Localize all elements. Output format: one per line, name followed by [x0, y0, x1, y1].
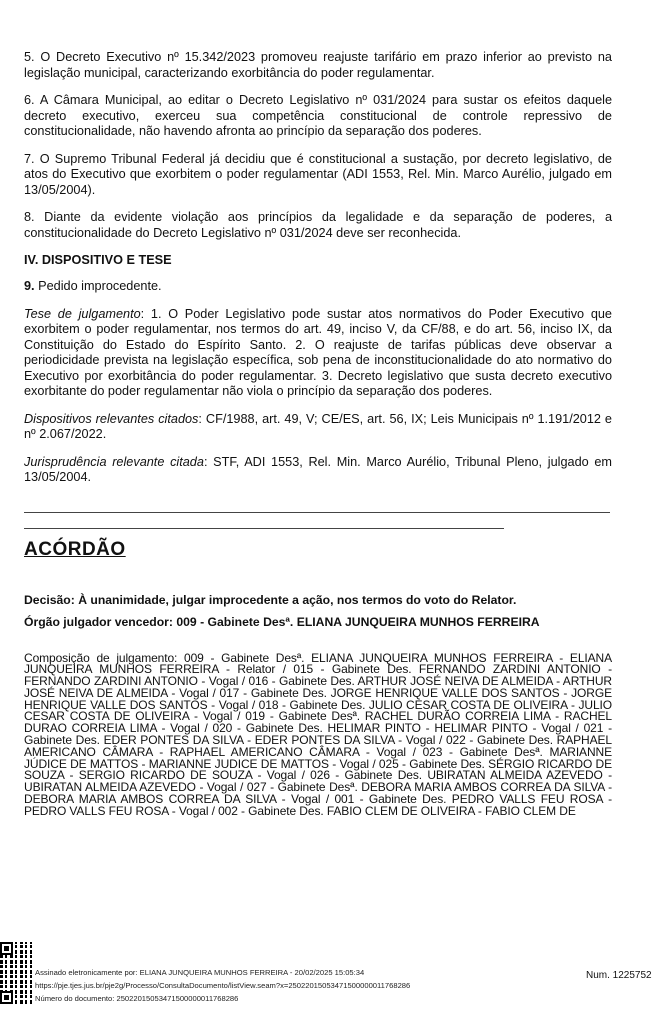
tese-label: Tese de julgamento	[24, 306, 141, 321]
signed-by: Assinado eletronicamente por: ELIANA JUNQUEIRA MUNHOS FERREIRA - 20/02/2025 15:05:34	[35, 968, 365, 977]
num-label: Num. 1225752	[586, 970, 652, 981]
jurisprudencia-text: : STF, ADI 1553, Rel. Min. Marco Aurélio, Tribunal Pleno, julgado em 13/05/2004.	[24, 454, 612, 484]
item-9-text: Pedido improcedente.	[34, 279, 162, 293]
acordao-title: ACÓRDÃO	[24, 538, 126, 560]
orgao-julgador: Órgão julgador vencedor: 009 - Gabinete Desª. ELIANA JUNQUEIRA MUNHOS FERREIRA	[24, 614, 540, 629]
signature-footer	[0, 936, 661, 1024]
jurisprudencia-citada	[24, 455, 612, 486]
dispositivos-label: Dispositivos relevantes citados	[24, 411, 199, 426]
paragraph-8: 8. Diante da evidente violação aos princípios da legalidade e da separação de poderes, a constitucionalidade do Decreto Legislativo nº 031/2024 deve ser reconhecida.	[24, 210, 612, 240]
document-number: Número do documento: 25022015053471500000011768286	[35, 994, 239, 1003]
section-heading: IV. DISPOSITIVO E TESE	[24, 253, 172, 267]
paragraph-7: 7. O Supremo Tribunal Federal já decidiu que é constitucional a sustação, por decreto legislativo, de atos do Executivo que exorbitem o poder regulamentar (ADI 1553, Rel. Min. Marco Aurélio, julgado em 13/05/2004).	[24, 151, 612, 197]
tese-text: : 1. O Poder Legislativo pode sustar atos normativos do Poder Executivo que exorbitem o poder regulamentar, nos termos do art. 49, inciso V, da CF/88, e do art. 56, inciso IX, da Constituição do Estado do Espírito Santo. 2. O reajuste de tarifas públicas deve observar a periodicidade prevista na legislação específica, sob pena de inconstitucionalidade do ato normativo do Executivo por exorbitância do poder regulamentar. 3. Decreto legislativo que susta decreto executivo exorbitante do poder regulamentar não viola o princípio da separação dos poderes.	[24, 306, 612, 398]
document-page	[24, 50, 612, 818]
tese-julgamento	[24, 307, 612, 400]
document-url[interactable]: https://pje.tjes.jus.br/pje2g/Processo/ConsultaDocumento/listView.seam?x=25022015053471500000011768286	[35, 981, 411, 990]
qr-code-icon	[0, 942, 32, 1004]
item-9-number: 9.	[24, 279, 35, 293]
composicao-julgamento: Composição de julgamento: 009 - Gabinete Desª. ELIANA JUNQUEIRA MUNHOS FERREIRA - ELIANA JUNQUEIRA MUNHOS FERREIRA - Relator / 015 - Gabinete Des. FERNANDO ZARDINI ANTONIO - FERNANDO ZARDINI ANTONIO - Vogal / 016 - Gabinete Des. ARTHUR JOSÉ NEIVA DE ALMEIDA - ARTHUR JOSÉ NEIVA DE ALMEIDA - Vogal / 017 - Gabinete Des. JORGE HENRIQUE VALLE DOS SANTOS - JORGE HENRIQUE VALLE DOS SANTOS - Vogal / 018 - Gabinete Des. JULIO CESAR COSTA DE OLIVEIRA - JULIO CESAR COSTA DE OLIVEIRA - Vogal / 019 - Gabinete Desª. RACHEL DURÃO CORREIA LIMA - RACHEL DURAO CORREIA LIMA - Vogal / 020 - Gabinete Des. HELIMAR PINTO - HELIMAR PINTO - Vogal / 021 - Gabinete Des. EDER PONTES DA SILVA - EDER PONTES DA SILVA - Vogal / 022 - Gabinete Des. RAPHAEL AMERICANO CÂMARA - RAPHAEL AMERICANO CÂMARA - Vogal / 023 - Gabinete Desª. MARIANNE JÚDICE DE MATTOS - MARIANNE JUDICE DE MATTOS - Vogal / 025 - Gabinete Des. SÉRGIO RICARDO DE SOUZA - SERGIO RICARDO DE SOUZA - Vogal / 026 - Gabinete Des. UBIRATAN ALMEIDA AZEVEDO - UBIRATAN ALMEIDA AZEVEDO - Vogal / 027 - Gabinete Desª. DEBORA MARIA AMBOS CORREA DA SILVA - DEBORA MARIA AMBOS CORREA DA SILVA - Vogal / 001 - Gabinete Des. PEDRO VALLS FEU ROSA - PEDRO VALLS FEU ROSA - Vogal / 002 - Gabinete Des. FABIO CLEM DE OLIVEIRA - FABIO CLEM DE	[24, 650, 612, 818]
footer-info	[35, 966, 410, 1005]
dispositivos-citados	[24, 412, 612, 443]
decisao-text: Decisão: À unanimidade, julgar improcedente a ação, nos termos do voto do Relator.	[24, 592, 517, 607]
paragraph-5: 5. O Decreto Executivo nº 15.342/2023 promoveu reajuste tarifário em prazo inferior ao previsto na legislação municipal, caracterizando exorbitância do poder regulamentar.	[24, 50, 612, 80]
paragraph-6: 6. A Câmara Municipal, ao editar o Decreto Legislativo nº 031/2024 para sustar os efeitos daquele decreto executivo, exerceu sua competência constitucional de controle repressivo de constitucionalidade, não havendo afronta ao princípio da separação dos poderes.	[24, 93, 612, 138]
item-9	[24, 279, 612, 295]
jurisprudencia-label: Jurisprudência relevante citada	[24, 454, 204, 469]
dispositivos-text: : CF/1988, art. 49, V; CE/ES, art. 56, IX; Leis Municipais nº 1.191/2012 e nº 2.067/2022.	[24, 411, 612, 441]
